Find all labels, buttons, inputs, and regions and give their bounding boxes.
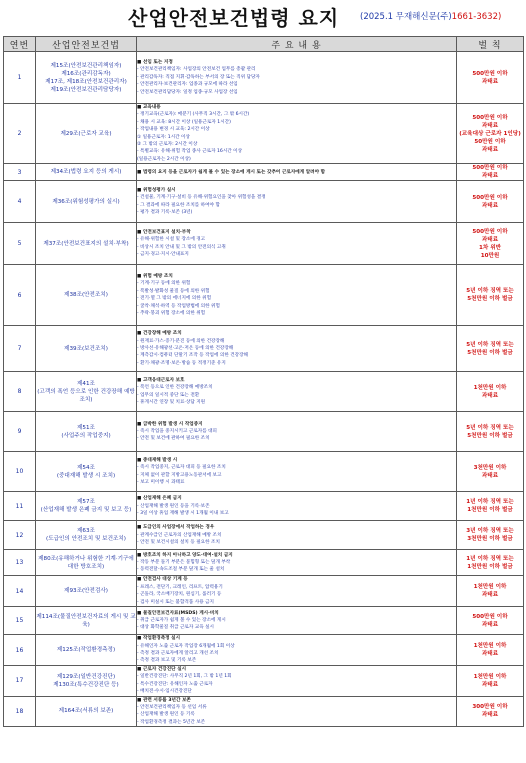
penalty-line: 과태료 (481, 592, 499, 599)
law-article-line: 제130조(특수건강진단 등) (53, 681, 119, 688)
row-main-content (137, 181, 457, 223)
content-line: (일용근로자는 2시간 이상) (137, 156, 191, 162)
table-row (4, 665, 524, 696)
content-line: - 작동 부분 돌기 부분은 묻힘형 또는 덮개 부착 (137, 560, 231, 566)
content-heading: ■ 도급인의 사업장에서 작업하는 경우 (137, 525, 215, 531)
content-line: - 안전보건관리담당자: 일정 업종·규모 사업장 선임 (137, 89, 238, 95)
content-heading: ■ 위험성평가 실시 (137, 187, 176, 193)
content-line: - 배치전·수시·임시건강진단 (137, 689, 192, 695)
content-line: - 그 결과에 따라 필요한 조치를 하여야 함 (137, 202, 220, 208)
penalty-line: 과태료 (481, 202, 499, 209)
content-line: - 채용 시 교육: 8시간 이상 (일용근로자 1시간) (137, 119, 231, 125)
row-penalty (457, 223, 524, 265)
content-line: - 취급 근로자가 쉽게 볼 수 있는 장소에 게시 (137, 618, 226, 624)
content-line: - 유해·위험한 시설 및 장소에 경고 (137, 237, 206, 243)
penalty-line: 1천만원 이하 (473, 384, 507, 391)
table-row (4, 52, 524, 104)
table-row (4, 607, 524, 635)
row-law-article (36, 104, 137, 164)
content-line: - 안전관리자·보건관리자: 업종과 규모에 따라 선임 (137, 82, 238, 88)
publisher-prefix: (2025.1 무재해신문(주) (360, 12, 452, 22)
penalty-line: 3천만원 이하 (473, 464, 507, 471)
row-penalty (457, 412, 524, 452)
row-number: 3 (4, 164, 36, 181)
row-law-article (36, 665, 137, 696)
law-summary-table (3, 36, 524, 727)
content-heading: ■ 중대재해 발생 시 (137, 457, 178, 463)
table-row (4, 550, 524, 576)
table-row (4, 181, 524, 223)
column-header-content: 주 요 내 용 (137, 37, 457, 52)
penalty-line: 1천만원 이하 벌금 (467, 563, 513, 570)
row-number: 15 (4, 607, 36, 635)
table-body (4, 52, 524, 727)
row-number: 1 (4, 52, 36, 104)
row-penalty (457, 576, 524, 607)
table-row (4, 452, 524, 492)
row-penalty (457, 164, 524, 181)
content-line: - 건설물, 기계·기구·설비 등 유해·위험요인을 찾아 위험성을 결정 (137, 195, 266, 201)
content-line: - 환기·채광·조명·보온·방습 등 적정기준 유지 (137, 360, 226, 366)
content-line: - 관리감독자: 직접 지휘·감독하는 부서의 장 또는 직위 담당자 (137, 74, 260, 80)
law-article-line: 제41조 (77, 380, 95, 387)
content-line: - 작업환경측정 결과는 5년간 보존 (137, 719, 206, 725)
content-line: - 정기교육(근로자): 매분기 (사무직 3시간, 그 밖 6시간) (137, 112, 250, 118)
penalty-line: 1천만원 이하 (473, 643, 507, 650)
content-line: - 전기·열 그 밖의 에너지에 의한 위험 (137, 296, 212, 302)
content-heading: ■ 안전검사 대상 기계 등 (137, 577, 188, 583)
content-heading: ■ 교육내용 (137, 105, 161, 110)
law-article-line: 제15조(안전보건관리책임자) (50, 62, 122, 69)
law-article-line: 제80조(유해하거나 위험한 기계·기구에 대한 방호조치) (38, 555, 134, 570)
row-number: 2 (4, 104, 36, 164)
penalty-line: 과태료 (481, 681, 499, 688)
content-heading: ■ 작업환경측정 실시 (137, 636, 181, 642)
column-header-law: 산업안전보건법 (36, 37, 137, 52)
content-line: - 작업내용 변경 시 교육: 2시간 이상 (137, 127, 210, 133)
content-line: - 프레스, 전단기, 크레인, 리프트, 압력용기 (137, 584, 223, 590)
row-main-content (137, 372, 457, 412)
row-law-article (36, 326, 137, 372)
row-number: 16 (4, 635, 36, 666)
row-law-article (36, 52, 137, 104)
law-article-line: 제17조, 제18조(안전보건관리자) (45, 78, 127, 85)
table-row (4, 223, 524, 265)
content-line: - 특수건강진단: 유해인자 노출 근로자 (137, 681, 213, 687)
law-article-line: 제114조(물질안전보건자료의 게시 및 교육) (36, 613, 136, 628)
law-article-line: 제129조(일반건강진단) (56, 673, 116, 680)
row-penalty (457, 696, 524, 727)
content-line: - 비상시 조치 안내 및 그 밖의 안전의식 고취 (137, 244, 226, 250)
content-line: - 굴착·채석·하역 등 작업방법에 의한 위험 (137, 303, 220, 309)
row-number: 4 (4, 181, 36, 223)
content-line: - 측정 결과 보고 및 기록 보존 (137, 658, 197, 664)
row-number: 5 (4, 223, 36, 265)
document-title: 산업안전보건법령 요지 (128, 6, 340, 30)
table-row (4, 412, 524, 452)
content-line: - 보고 미이행 시 과태료 (137, 480, 185, 486)
penalty-line: 과태료 (481, 78, 499, 85)
table-row (4, 372, 524, 412)
law-article-line: 제29조(근로자 교육) (60, 130, 112, 137)
content-heading: ■ 산업재해 은폐 금지 (137, 496, 182, 502)
content-line: - 안전 및 보건시설의 설치 등 필요한 조치 (137, 539, 220, 545)
row-main-content (137, 607, 457, 635)
row-law-article (36, 164, 137, 181)
row-penalty (457, 181, 524, 223)
table-row (4, 326, 524, 372)
row-law-article (36, 576, 137, 607)
content-line: - 곤돌라, 국소배기장치, 원심기, 롤러기 등 (137, 592, 222, 598)
law-article-line: 제34조(법령 요지 등의 게시) (50, 169, 122, 176)
row-main-content (137, 550, 457, 576)
content-line: - 계측감시·컴퓨터 단말기 조작 등 작업에 의한 건강장해 (137, 353, 248, 359)
row-main-content (137, 492, 457, 521)
row-main-content (137, 452, 457, 492)
law-article-line: 제16조(관리감독자) (61, 70, 111, 77)
penalty-line: 과태료 (481, 472, 499, 479)
publisher-info (360, 10, 501, 22)
row-penalty (457, 265, 524, 326)
law-article-line: 제54조 (77, 464, 95, 471)
law-article-line: 제51조 (77, 424, 95, 431)
row-main-content (137, 223, 457, 265)
law-article-line: (산업재해 발생 은폐 금지 및 보고 등) (40, 507, 132, 514)
content-heading: ■ 법령의 요지 등을 근로자가 쉽게 볼 수 있는 장소에 게시 또는 갖추어 근로자에게 알려야 함 (137, 169, 326, 175)
row-penalty (457, 665, 524, 696)
content-line: - 원재료·가스·증기·분진 등에 의한 건강장해 (137, 338, 225, 344)
penalty-line: 500만원 이하 (472, 114, 508, 121)
penalty-line: 과태료 (481, 122, 499, 129)
row-penalty (457, 52, 524, 104)
content-line: - 관계수급인 근로자의 산업재해 예방 조치 (137, 532, 222, 538)
law-article-line: 제19조(안전보건관리담당자) (50, 86, 122, 93)
content-line: - 산업재해 발생 원인 등 기록 (137, 712, 195, 718)
penalty-line: 300만원 이하 (472, 704, 508, 711)
content-line: - 안전 및 보건에 관하여 필요한 조치 (137, 436, 210, 442)
penalty-line: 500만원 이하 (472, 165, 508, 172)
content-line: - 금지·경고·지시·안내표지 (137, 252, 189, 258)
row-law-article (36, 372, 137, 412)
content-line: - 대상 화학물질 취급 근로자 교육 실시 (137, 625, 214, 631)
content-line: - 지체 없이 관할 지방고용노동관서에 보고 (137, 472, 222, 478)
penalty-line: 5년 이하 징역 또는 (466, 424, 514, 431)
table-row (4, 164, 524, 181)
row-law-article (36, 696, 137, 727)
row-law-article (36, 265, 137, 326)
penalty-line: 5천만원 이하 벌금 (467, 432, 513, 439)
row-penalty (457, 452, 524, 492)
law-article-line: 제93조(안전검사) (64, 588, 108, 595)
row-penalty (457, 521, 524, 550)
penalty-line: 1천만원 이하 (473, 673, 507, 680)
penalty-line: 1차 위반 (478, 244, 502, 251)
content-heading: ■ 물질안전보건자료(MSDS) 게시·비치 (137, 610, 219, 616)
content-line: ① 일용근로자: 1시간 이상 (137, 134, 190, 140)
content-line: - 유해인자 노출 근로자 작업장 6개월에 1회 이상 (137, 643, 235, 649)
law-article-line: 제125조(작업환경측정) (56, 647, 116, 654)
content-line: - 산업재해 발생 원인 등을 기록·보존 (137, 503, 210, 509)
table-row (4, 521, 524, 550)
penalty-line: 1년 이하 징역 또는 (466, 555, 514, 562)
content-heading: ■ 근로자 건강진단 실시 (137, 666, 187, 672)
content-line: - 즉시 작업을 중지시키고 근로자를 대피 (137, 429, 217, 435)
table-row (4, 576, 524, 607)
penalty-line: 5년 이하 징역 또는 (466, 341, 514, 348)
column-header-penalty: 벌 칙 (457, 37, 524, 52)
row-penalty (457, 492, 524, 521)
content-line: - 폭언 등으로 인한 건강장해 예방조치 (137, 385, 213, 391)
content-line: - 업무의 일시적 중단 또는 전환 (137, 392, 200, 398)
publisher-phone: 1661-3632) (451, 12, 502, 22)
law-article-line: 제36조(위험성평가의 실시) (52, 198, 120, 205)
table-row (4, 492, 524, 521)
document-header (0, 0, 526, 34)
penalty-line: 과태료 (481, 236, 499, 243)
row-main-content (137, 576, 457, 607)
row-main-content (137, 412, 457, 452)
row-law-article (36, 223, 137, 265)
penalty-line: 3년 이하 징역 또는 (466, 528, 514, 535)
row-number: 12 (4, 521, 36, 550)
content-line: - 일반건강진단: 사무직 2년 1회, 그 밖 1년 1회 (137, 674, 232, 680)
row-law-article (36, 607, 137, 635)
row-main-content (137, 52, 457, 104)
content-heading: ■ 안전보건표지 설치·부착 (137, 229, 191, 235)
content-line: - 폭발성·발화성 물질 등에 의한 위험 (137, 288, 210, 294)
row-number: 18 (4, 696, 36, 727)
table-row (4, 104, 524, 164)
row-number: 7 (4, 326, 36, 372)
row-law-article (36, 452, 137, 492)
law-article-line: 제63조 (77, 528, 95, 535)
penalty-line: 500만원 이하 (472, 194, 508, 201)
row-number: 17 (4, 665, 36, 696)
row-main-content (137, 696, 457, 727)
content-line: - 특별교육: 유해·위험 작업 종사 근로자 16시간 이상 (137, 149, 243, 155)
penalty-line: 500만원 이하 (472, 613, 508, 620)
law-article-line: (고객의 폭언 등으로 인한 건강장해 예방조치) (37, 388, 135, 403)
content-line: - 검사 미실시 또는 불합격품 사용 금지 (137, 599, 214, 605)
row-main-content (137, 665, 457, 696)
row-number: 10 (4, 452, 36, 492)
penalty-line: 1천만원 이하 벌금 (467, 507, 513, 514)
row-penalty (457, 550, 524, 576)
content-heading: ■ 건강장해 예방 조치 (137, 331, 182, 337)
table-header-row (4, 37, 524, 52)
row-penalty (457, 104, 524, 164)
row-number: 9 (4, 412, 36, 452)
row-main-content (137, 521, 457, 550)
content-heading: ■ 급박한 위험 발생 시 작업중지 (137, 421, 203, 427)
table-row (4, 265, 524, 326)
row-number: 13 (4, 550, 36, 576)
law-article-line: 제57조 (77, 499, 95, 506)
penalty-line: 5년 이하 징역 또는 (466, 288, 514, 295)
penalty-line: 과태료 (481, 621, 499, 628)
content-line: - 추락·붕괴 위험 장소에 의한 위험 (137, 311, 206, 317)
row-main-content (137, 635, 457, 666)
content-line: - 즉시 작업중지, 근로자 대피 등 필요한 조치 (137, 465, 226, 471)
penalty-line: (교육대상 근로자 1인당) (459, 130, 521, 137)
law-article-line: 제164조(서류의 보존) (58, 708, 114, 715)
content-line: - 동력전달·속도조절 부분 덮개 또는 울 설치 (137, 567, 225, 573)
penalty-line: 500만원 이하 (472, 70, 508, 77)
row-number: 14 (4, 576, 36, 607)
content-heading: ■ 방호조치 하지 아니하고 양도·대여·설치 금지 (137, 552, 233, 558)
content-line: - 평가 결과 기록·보존 (3년) (137, 210, 193, 216)
row-main-content (137, 164, 457, 181)
content-line: - 방사선·유해광선·고온·저온 등에 의한 건강장해 (137, 346, 234, 352)
penalty-line: 5천만원 이하 벌금 (467, 296, 513, 303)
penalty-line: 50만원 이하 (474, 138, 506, 145)
row-main-content (137, 265, 457, 326)
row-penalty (457, 326, 524, 372)
content-line: - 기계·기구 등에 의한 위험 (137, 281, 191, 287)
row-law-article (36, 550, 137, 576)
penalty-line: 과태료 (481, 651, 499, 658)
content-line: - 안전보건관리책임자 등 선임 서류 (137, 704, 207, 710)
law-article-line: 제37조(안전보건표지의 설치·부착) (43, 240, 129, 247)
law-article-line: (도급인의 안전조치 및 보건조치) (46, 536, 126, 543)
law-article-line: (중대재해 발생 시 조치) (56, 472, 116, 479)
content-line: - 휴게시간 연장 및 치료·상담 지원 (137, 400, 206, 406)
penalty-line: 500만원 이하 (472, 228, 508, 235)
row-main-content (137, 104, 457, 164)
penalty-line: 과태료 (481, 173, 499, 180)
row-law-article (36, 635, 137, 666)
row-penalty (457, 635, 524, 666)
row-number: 6 (4, 265, 36, 326)
penalty-line: 1천만원 이하 (473, 584, 507, 591)
content-line: - 3일 이상 휴업 재해 발생 시 1개월 이내 보고 (137, 510, 229, 516)
law-article-line: (사업주의 작업중지) (61, 432, 111, 439)
content-heading: ■ 관련 서류를 3년간 보존 (137, 697, 191, 703)
row-penalty (457, 607, 524, 635)
penalty-line: 과태료 (481, 392, 499, 399)
law-article-line: 제39조(보건조치) (64, 345, 108, 352)
row-number: 11 (4, 492, 36, 521)
row-law-article (36, 181, 137, 223)
law-article-line: 제38조(안전조치) (64, 292, 108, 299)
penalty-line: 5천만원 이하 벌금 (467, 349, 513, 356)
content-line: - 안전보건관리책임자: 사업장의 안전보건 업무를 총괄 관리 (137, 67, 256, 73)
content-line: - 측정 결과 근로자에게 알리고 개선 조치 (137, 651, 219, 657)
row-number: 8 (4, 372, 36, 412)
row-main-content (137, 326, 457, 372)
row-law-article (36, 412, 137, 452)
table-row (4, 635, 524, 666)
row-penalty (457, 372, 524, 412)
penalty-line: 10만원 (480, 252, 500, 259)
penalty-line: 과태료 (481, 712, 499, 719)
row-law-article (36, 492, 137, 521)
column-header-num: 연번 (4, 37, 36, 52)
content-heading: ■ 위험 예방 조치 (137, 274, 173, 280)
content-heading: ■ 고객응대근로자 보호 (137, 377, 185, 383)
content-line: ② 그 밖의 근로자: 2시간 이상 (137, 142, 198, 148)
table-row (4, 696, 524, 727)
content-heading: ■ 선임 또는 지정 (137, 59, 173, 65)
penalty-line: 3천만원 이하 벌금 (467, 536, 513, 543)
penalty-line: 과태료 (481, 146, 499, 153)
penalty-line: 1년 이하 징역 또는 (466, 499, 514, 506)
row-law-article (36, 521, 137, 550)
